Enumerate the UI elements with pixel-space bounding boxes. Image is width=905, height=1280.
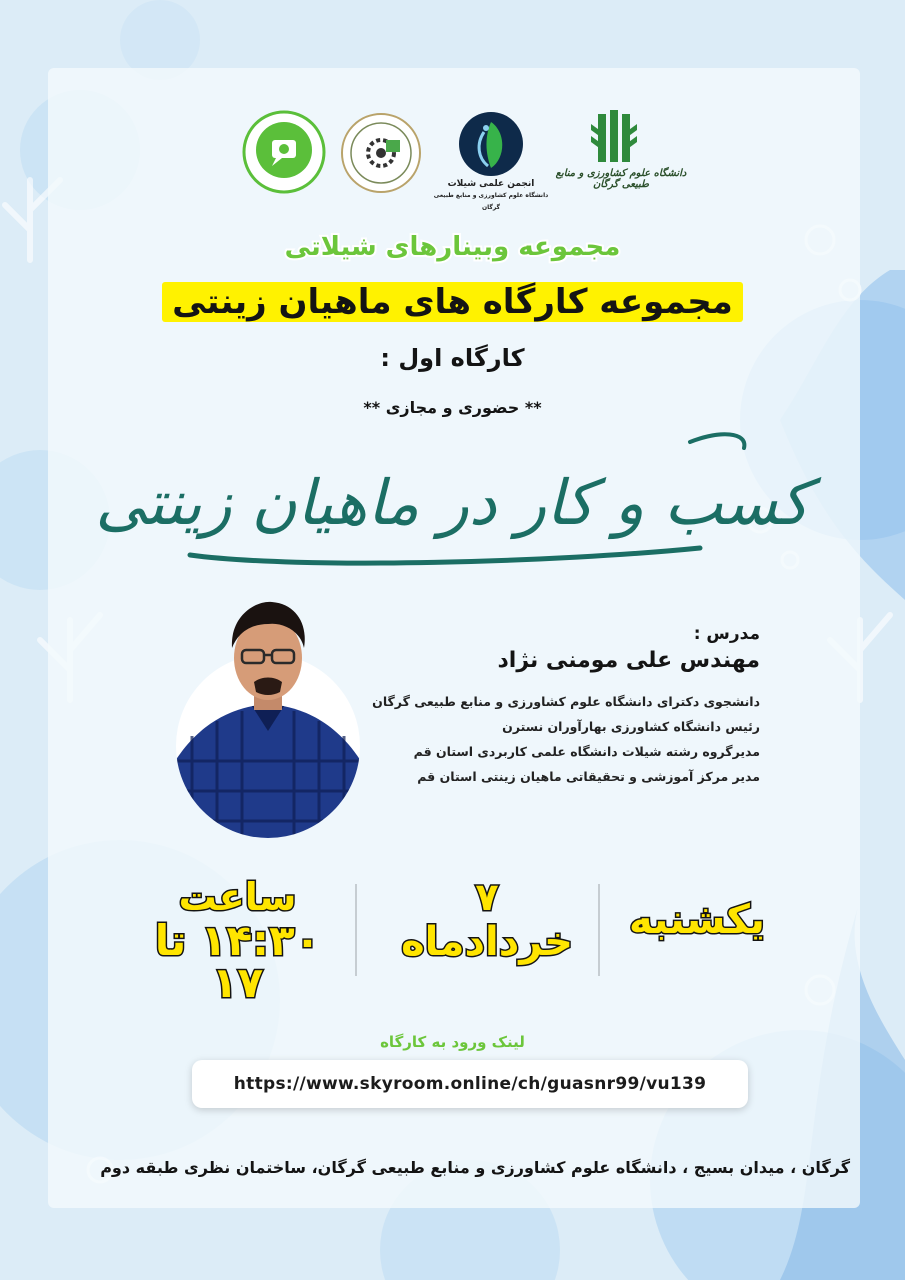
workshop-title <box>0 430 905 580</box>
time-label: ساعت <box>178 875 297 919</box>
date-block <box>392 875 582 978</box>
association-name: انجمن علمی شیلات <box>447 179 535 189</box>
instructor-name: مهندس علی مومنی نژاد <box>497 648 760 673</box>
venue-address: گرگان ، میدان بسیج ، دانشگاه علوم کشاورزی و منابع طبیعی گرگان، ساختمان نظری طبقه دوم <box>100 1158 850 1177</box>
day-block <box>622 897 772 1000</box>
workshop-number: کارگاه اول : <box>380 344 525 372</box>
entrepreneurship-center-logo <box>340 112 422 198</box>
university-name: دانشگاه علوم کشاورزی و منابع طبیعی گرگان <box>555 168 687 190</box>
banner-text: مجموعه کارگاه های ماهیان زینتی <box>162 282 743 322</box>
attendance-mode: ** حضوری و مجازی ** <box>363 398 542 417</box>
date-number: ۷ <box>475 875 499 919</box>
webinar-series-logo <box>242 110 326 198</box>
instructor-role: دانشجوی دکترای دانشگاه علوم کشاورزی و منابع طبیعی گرگان <box>372 694 760 709</box>
university-logo <box>553 110 687 199</box>
instructor-roles <box>340 689 760 789</box>
instructor-role: مدیرگروه رشته شیلات دانشگاه علمی کاربردی استان قم <box>413 744 760 759</box>
workshop-series-banner <box>0 282 905 322</box>
day-of-week: یکشنبه <box>629 897 765 943</box>
instructor-label: مدرس : <box>693 624 760 644</box>
time-range: ۱۴:۳۰ تا ۱۷ <box>154 916 321 1007</box>
divider <box>598 884 600 976</box>
instructor-info <box>340 624 760 789</box>
series-title: مجموعه وبینارهای شیلاتی <box>284 232 621 262</box>
time-block <box>130 875 345 1007</box>
month: خردادماه <box>401 919 573 965</box>
workshop-url[interactable]: https://www.skyroom.online/ch/guasnr99/vu139 <box>233 1074 707 1094</box>
title-text: کسب و کار در ماهیان زینتی <box>95 466 810 539</box>
link-label: لینک ورود به کارگاه <box>380 1033 525 1051</box>
fisheries-association-logo <box>433 110 549 211</box>
instructor-photo <box>172 596 364 838</box>
logos-row <box>238 110 688 211</box>
association-university: دانشگاه علوم کشاورزی و منابع طبیعی گرگان <box>433 192 549 211</box>
workshop-link[interactable] <box>192 1060 748 1108</box>
divider <box>355 884 357 976</box>
instructor-role: رئیس دانشگاه کشاورزی بهارآوران نسترن <box>502 719 760 734</box>
instructor-role: مدیر مرکز آموزشی و تحقیقاتی ماهیان زینتی استان قم <box>417 769 760 784</box>
